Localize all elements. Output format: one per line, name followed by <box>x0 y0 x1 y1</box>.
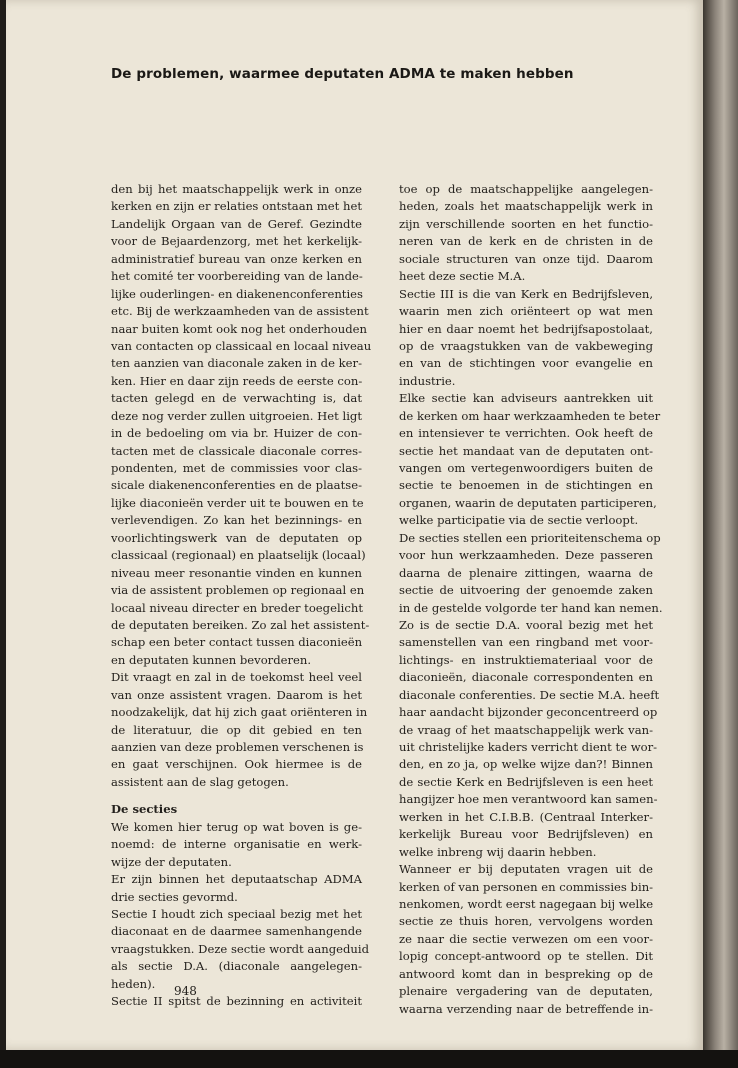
text-line: werken in het C.I.B.B. (Centraal Interker- <box>399 809 653 824</box>
text-line: nenkomen, wordt eerst nagegaan bij welke <box>399 896 654 911</box>
text-line: waarin men zich oriënteert op wat men <box>399 304 653 319</box>
text-line: welke participatie via de sectie verloopt. <box>399 513 639 528</box>
text-line: lopig concept-antwoord op te stellen. Dit <box>399 949 653 964</box>
text-line: diaconieën, diaconale correspondenten en <box>399 670 653 685</box>
text-line: kerken of van personen en commissies bin- <box>399 879 654 894</box>
text-line: aanzien van deze problemen verschenen is <box>111 740 364 754</box>
text-line: het comité ter voorbereiding van de lande- <box>111 269 363 284</box>
text-line: op de vraagstukken van de vakbeweging <box>399 338 653 353</box>
text-line: de vraag of het maatschappelijk werk van- <box>399 722 653 737</box>
text-line: naar buiten komt ook nog het onderhouden <box>111 321 367 336</box>
paragraph <box>399 530 663 861</box>
text-line: wijze der deputaten. <box>111 854 232 869</box>
spacer <box>111 791 362 801</box>
text-line: de kerken om haar werkzaamheden te beter <box>399 408 661 423</box>
text-line: kerkelijk Bureau voor Bedrijfsleven) en <box>399 827 653 842</box>
text-line: Er zijn binnen het deputaatschap ADMA <box>111 872 362 887</box>
text-line: etc. Bij de werkzaamheden van de assistent <box>111 304 369 319</box>
text-line: welke inbreng wij daarin hebben. <box>399 844 597 859</box>
text-line: sectie te benoemen in de stichtingen en <box>399 478 653 493</box>
text-line: Elke sectie kan adviseurs aantrekken uit <box>399 391 653 406</box>
text-line: kerken en zijn er relaties ontstaan met het <box>111 199 362 214</box>
text-line: vangen om vertegenwoordigers buiten de <box>399 461 653 475</box>
paragraph <box>111 181 372 669</box>
text-line: waarna verzending naar de betreffende in- <box>399 1001 653 1016</box>
text-line: lijke ouderlingen- en diakenenconferenties <box>111 286 363 301</box>
text-line: antwoord komt dan in bespreking op de <box>399 966 653 981</box>
text-line: sociale structuren van onze tijd. Daarom <box>399 251 653 266</box>
text-line: Sectie I houdt zich speciaal bezig met het <box>111 906 362 921</box>
text-line: de literatuur, die op dit gebied en ten <box>111 722 362 737</box>
text-line: tacten met de classicale diaconale corres- <box>111 443 362 458</box>
text-line: Dit vraagt en zal in de toekomst heel veel <box>111 670 362 685</box>
text-line: sicale diakenenconferenties en de plaatse- <box>111 478 362 493</box>
text-line: We komen hier terug op wat boven is ge- <box>111 819 362 834</box>
text-line: administratief bureau van onze kerken en <box>111 251 362 266</box>
text-line: de deputaten bereiken. Zo zal het assistent- <box>111 617 370 632</box>
text-line: neren van de kerk en de christen in de <box>399 234 653 249</box>
section-heading: De secties <box>111 802 178 817</box>
text-line: niveau meer resonantie vinden en kunnen <box>111 565 362 580</box>
text-line: hier en daar noemt het bedrijfsapostolaat, <box>399 321 653 336</box>
text-line: diaconaat en de daarmee samenhangende <box>111 924 362 939</box>
paragraph <box>111 906 369 993</box>
text-line: classicaal (regionaal) en plaatselijk (locaal) <box>111 548 366 563</box>
text-line: de sectie Kerk en Bedrijfsleven is een heet <box>399 774 653 789</box>
text-line: uit christelijke kaders verricht dient te wor- <box>399 740 658 754</box>
text-line: sectie ze thuis horen, vervolgens worden <box>399 914 653 929</box>
text-line: De secties stellen een prioriteitenschema op <box>399 530 661 545</box>
text-line: verlevendigen. Zo kan het bezinnings- en <box>111 513 362 528</box>
text-line: noemd: de interne organisatie en werk- <box>111 837 362 852</box>
text-line: en gaat verschijnen. Ook hiermee is de <box>111 757 362 772</box>
paragraph <box>399 286 653 391</box>
text-line: assistent aan de slag getogen. <box>111 774 289 789</box>
text-line: organen, waarin de deputaten participeren, <box>399 495 657 510</box>
text-line: samenstellen van een ringband met voor- <box>399 635 653 650</box>
text-line: diaconale conferenties. De sectie M.A. heeft <box>399 687 660 702</box>
text-line: via de assistent problemen op regionaal en <box>111 583 365 598</box>
text-line: lijke diaconieën verder uit te bouwen en te <box>111 495 364 510</box>
text-line: en intensiever te verrichten. Ook heeft de <box>399 426 653 441</box>
page-number: 948 <box>174 984 197 998</box>
paragraph <box>111 871 362 906</box>
paragraph <box>111 819 362 871</box>
text-line: en van de stichtingen voor evangelie en <box>399 356 653 371</box>
text-line: tacten gelegd en de verwachting is, dat <box>111 391 362 406</box>
text-line: Wanneer er bij deputaten vragen uit de <box>399 862 653 877</box>
text-line: schap een beter contact tussen diaconieën <box>111 635 363 650</box>
text-line: industrie. <box>399 373 456 388</box>
scan-bottom-edge <box>0 1050 738 1068</box>
scan-right-edge <box>703 0 738 1068</box>
text-line: als sectie D.A. (diaconale aangelegen- <box>111 959 362 974</box>
paragraph <box>399 861 653 1018</box>
text-line: heet deze sectie M.A. <box>399 269 526 284</box>
text-line: Landelijk Orgaan van de Geref. Gezindte <box>111 216 362 231</box>
text-line: den, en zo ja, op welke wijze dan?! Binnen <box>399 757 653 772</box>
text-line: lichtings- en instruktiemateriaal voor de <box>399 652 653 667</box>
text-line: in de gestelde volgorde ter hand kan nemen. <box>399 600 663 615</box>
text-line: van contacten op classicaal en locaal niveau <box>111 338 372 353</box>
text-line: van onze assistent vragen. Daarom is het <box>111 687 362 702</box>
text-line: Sectie II spitst de bezinning en activiteit <box>111 994 362 1009</box>
paragraph <box>399 181 653 286</box>
text-line: voor hun werkzaamheden. Deze passeren <box>399 548 653 563</box>
text-line: pondenten, met de commissies voor clas- <box>111 461 362 475</box>
text-line: en deputaten kunnen bevorderen. <box>111 652 312 667</box>
paragraph <box>111 669 368 791</box>
text-line: ken. Hier en daar zijn reeds de eerste con- <box>111 373 363 388</box>
text-line: zijn verschillende soorten en het functio- <box>399 216 653 231</box>
text-line: heden, zoals het maatschappelijk werk in <box>399 199 653 214</box>
text-line: in de bedoeling om via br. Huizer de con- <box>111 426 362 441</box>
text-line: sectie het mandaat van de deputaten ont- <box>399 443 653 458</box>
text-line: deze nog verder zullen uitgroeien. Het ligt <box>111 408 362 423</box>
text-line: noodzakelijk, dat hij zich gaat oriënteren in <box>111 705 368 720</box>
right-column <box>399 181 663 1018</box>
left-column <box>111 181 372 1011</box>
text-line: Sectie III is die van Kerk en Bedrijfsleven, <box>399 286 653 301</box>
text-line: haar aandacht bijzonder geconcentreerd op <box>399 705 658 720</box>
text-line: locaal niveau directer en breder toegelicht <box>111 600 363 615</box>
text-line: sectie de uitvoering der genoemde zaken <box>399 583 653 598</box>
text-line: daarna de plenaire zittingen, waarna de <box>399 565 653 580</box>
text-line: plenaire vergadering van de deputaten, <box>399 984 653 999</box>
text-line: vraagstukken. Deze sectie wordt aangeduid <box>111 941 369 956</box>
text-line: toe op de maatschappelijke aangelegen- <box>399 182 653 196</box>
text-line: ze naar die sectie verwezen om een voor- <box>399 931 653 946</box>
text-line: Zo is de sectie D.A. vooral bezig met het <box>399 617 653 632</box>
paragraph <box>111 993 362 1010</box>
text-line: ten aanzien van diaconale zaken in de ker- <box>111 356 362 371</box>
text-line: hangijzer hoe men verantwoord kan samen- <box>399 792 658 807</box>
text-line: voorlichtingswerk van de deputaten op <box>111 530 362 545</box>
text-line: den bij het maatschappelijk werk in onze <box>111 182 362 196</box>
text-line: drie secties gevormd. <box>111 889 238 904</box>
paragraph <box>399 390 661 530</box>
text-line: voor de Bejaardenzorg, met het kerkelijk- <box>111 234 362 249</box>
running-header: De problemen, waarmee deputaten ADMA te maken hebben <box>111 66 574 82</box>
text-line: heden). <box>111 976 156 991</box>
